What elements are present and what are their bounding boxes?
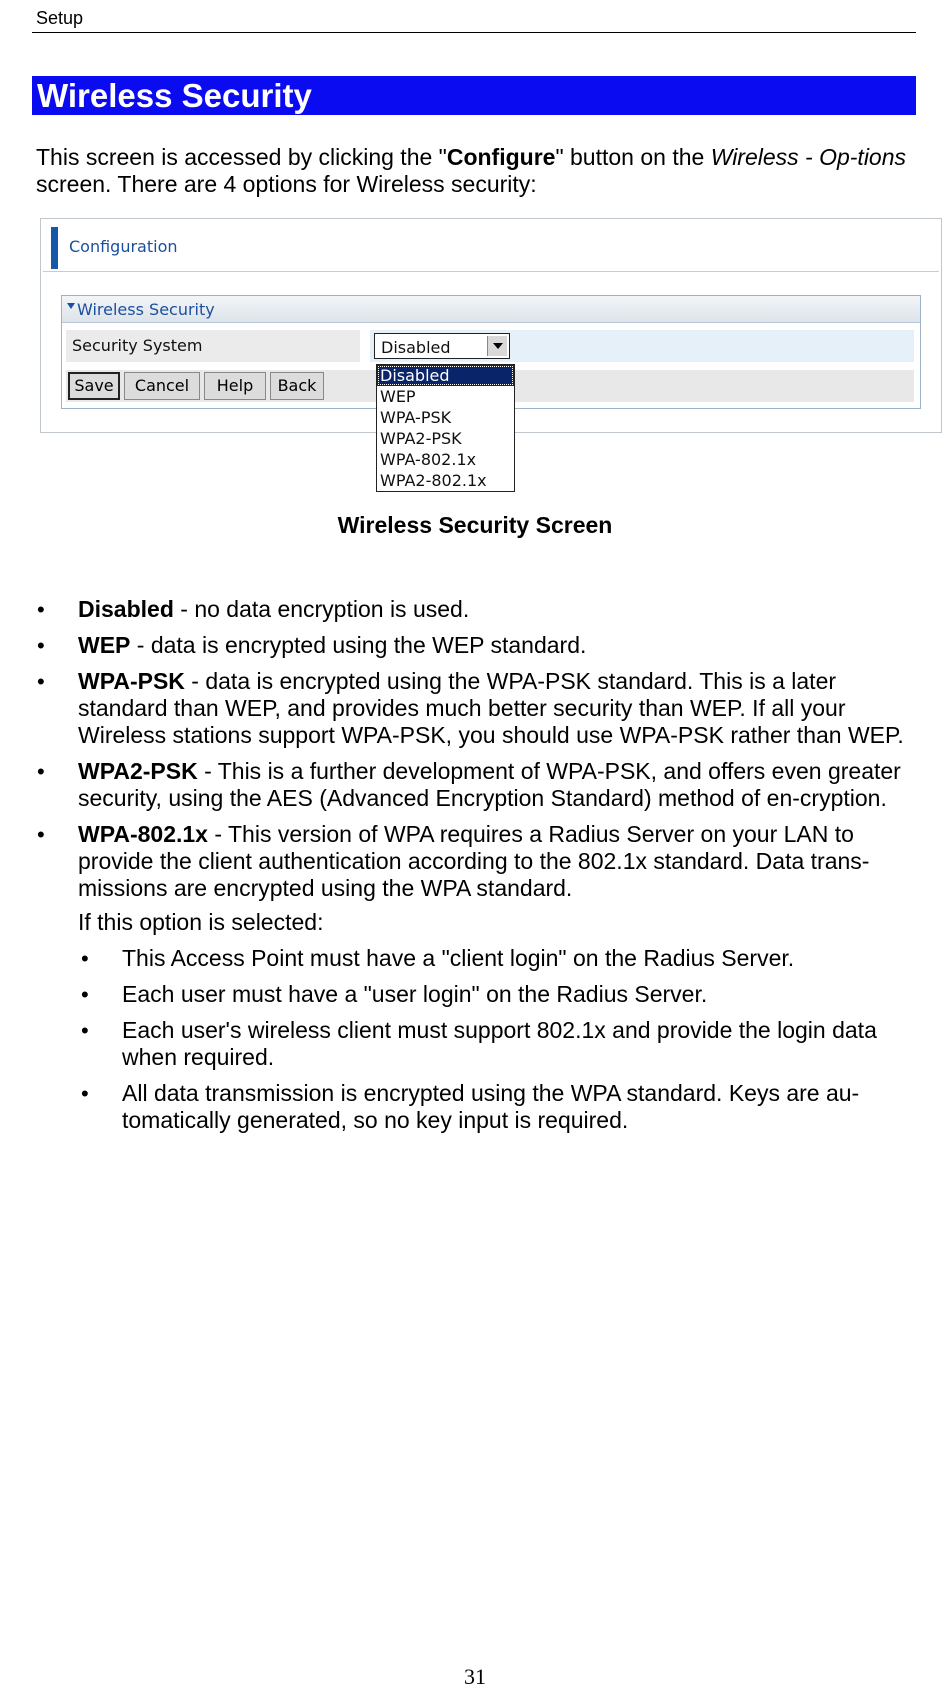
sub-list-item <box>34 1080 914 1134</box>
bullet-icon: • <box>81 946 89 971</box>
intro-wireless-options: Wireless - Op-tions <box>710 144 907 170</box>
back-button[interactable]: Back <box>270 372 324 400</box>
option-term: WPA-802.1x <box>78 821 208 847</box>
save-button[interactable]: Save <box>68 372 120 400</box>
select-dropdown-button[interactable] <box>487 336 507 356</box>
bullet-icon: • <box>81 1018 89 1043</box>
security-system-value-cell <box>370 330 914 362</box>
option-term: WEP <box>78 632 131 658</box>
wireless-security-panel-title: Wireless Security <box>77 300 215 319</box>
cancel-button[interactable]: Cancel <box>124 372 200 400</box>
option-description: - data is encrypted using the WEP standard. <box>130 632 587 658</box>
bullet-icon: • <box>37 822 45 847</box>
dropdown-option-wpa2-8021x[interactable]: WPA2-802.1x <box>380 471 487 490</box>
security-system-select[interactable] <box>374 333 510 359</box>
list-item <box>34 596 914 623</box>
configuration-accent-bar <box>51 227 58 269</box>
chevron-down-icon <box>493 343 503 349</box>
configuration-title: Configuration <box>69 237 178 256</box>
bullet-icon: • <box>81 982 89 1007</box>
sub-list-text: Each user's wireless client must support 802.1x and provide the login data when required. <box>122 1017 877 1070</box>
bullet-icon: • <box>37 597 45 622</box>
list-item <box>34 758 914 812</box>
intro-text-3: screen. There are 4 options for Wireless security: <box>36 171 537 197</box>
dropdown-option-disabled[interactable]: Disabled <box>377 365 514 386</box>
bullet-icon: • <box>37 633 45 658</box>
option-term: WPA2-PSK <box>78 758 198 784</box>
dropdown-option-wpa-psk[interactable]: WPA-PSK <box>380 408 452 427</box>
figure-caption: Wireless Security Screen <box>337 512 613 538</box>
intro-configure: Configure <box>446 144 556 170</box>
security-system-label: Security System <box>72 336 203 355</box>
sub-list-item <box>34 945 914 972</box>
bullet-icon: • <box>37 669 45 694</box>
header-rule <box>32 32 916 33</box>
wireless-security-panel-header[interactable] <box>62 296 920 323</box>
sub-list-text: This Access Point must have a "client login" on the Radius Server. <box>122 945 795 971</box>
list-item <box>34 632 914 659</box>
sub-list-text: All data transmission is encrypted using the WPA standard. Keys are au-tomatically generated, so no key input is required. <box>122 1080 860 1133</box>
option-term: WPA-PSK <box>78 668 185 694</box>
collapse-triangle-icon[interactable] <box>67 303 75 309</box>
running-header: Setup <box>36 8 84 28</box>
intro-text-1: This screen is accessed by clicking the " <box>36 144 447 170</box>
page-number: 31 <box>464 1664 486 1689</box>
sub-list-intro: If this option is selected: <box>78 909 324 935</box>
option-description: - no data encryption is used. <box>173 596 470 622</box>
bullet-icon: • <box>81 1081 89 1106</box>
configuration-divider <box>43 271 939 272</box>
sub-list-text: Each user must have a "user login" on the Radius Server. <box>122 981 708 1007</box>
intro-paragraph <box>36 144 916 198</box>
option-description: - This version of WPA requires a Radius Server on your LAN to provide the client authentication according to the 802.1x standard. Data trans-missions are encrypted using the WPA standard. <box>78 821 870 901</box>
section-title: Wireless Security <box>32 76 916 115</box>
dropdown-option-wpa2-psk[interactable]: WPA2-PSK <box>380 429 462 448</box>
list-item <box>34 821 914 902</box>
sub-list-item <box>34 1017 914 1071</box>
security-system-dropdown-list[interactable] <box>376 364 515 492</box>
sub-list-item <box>34 981 914 1008</box>
dropdown-option-wpa-8021x[interactable]: WPA-802.1x <box>380 450 477 469</box>
option-term: Disabled <box>78 596 174 622</box>
option-description: - data is encrypted using the WPA-PSK standard. This is a later standard than WEP, and provides much better security than WEP. If all your Wireless stations support WPA-PSK, you should use WPA-PSK rather than WEP. <box>78 668 904 748</box>
option-description: - This is a further development of WPA-PSK, and offers even greater security, using the AES (Advanced Encryption Standard) method of en-cryption. <box>78 758 901 811</box>
security-system-label-cell <box>66 330 360 362</box>
dropdown-option-wep[interactable]: WEP <box>380 387 416 406</box>
security-system-selected-value: Disabled <box>381 338 451 357</box>
bullet-icon: • <box>37 759 45 784</box>
list-item <box>34 668 914 749</box>
intro-text-2: " button on the <box>555 144 711 170</box>
options-list <box>34 596 914 1143</box>
help-button[interactable]: Help <box>204 372 266 400</box>
